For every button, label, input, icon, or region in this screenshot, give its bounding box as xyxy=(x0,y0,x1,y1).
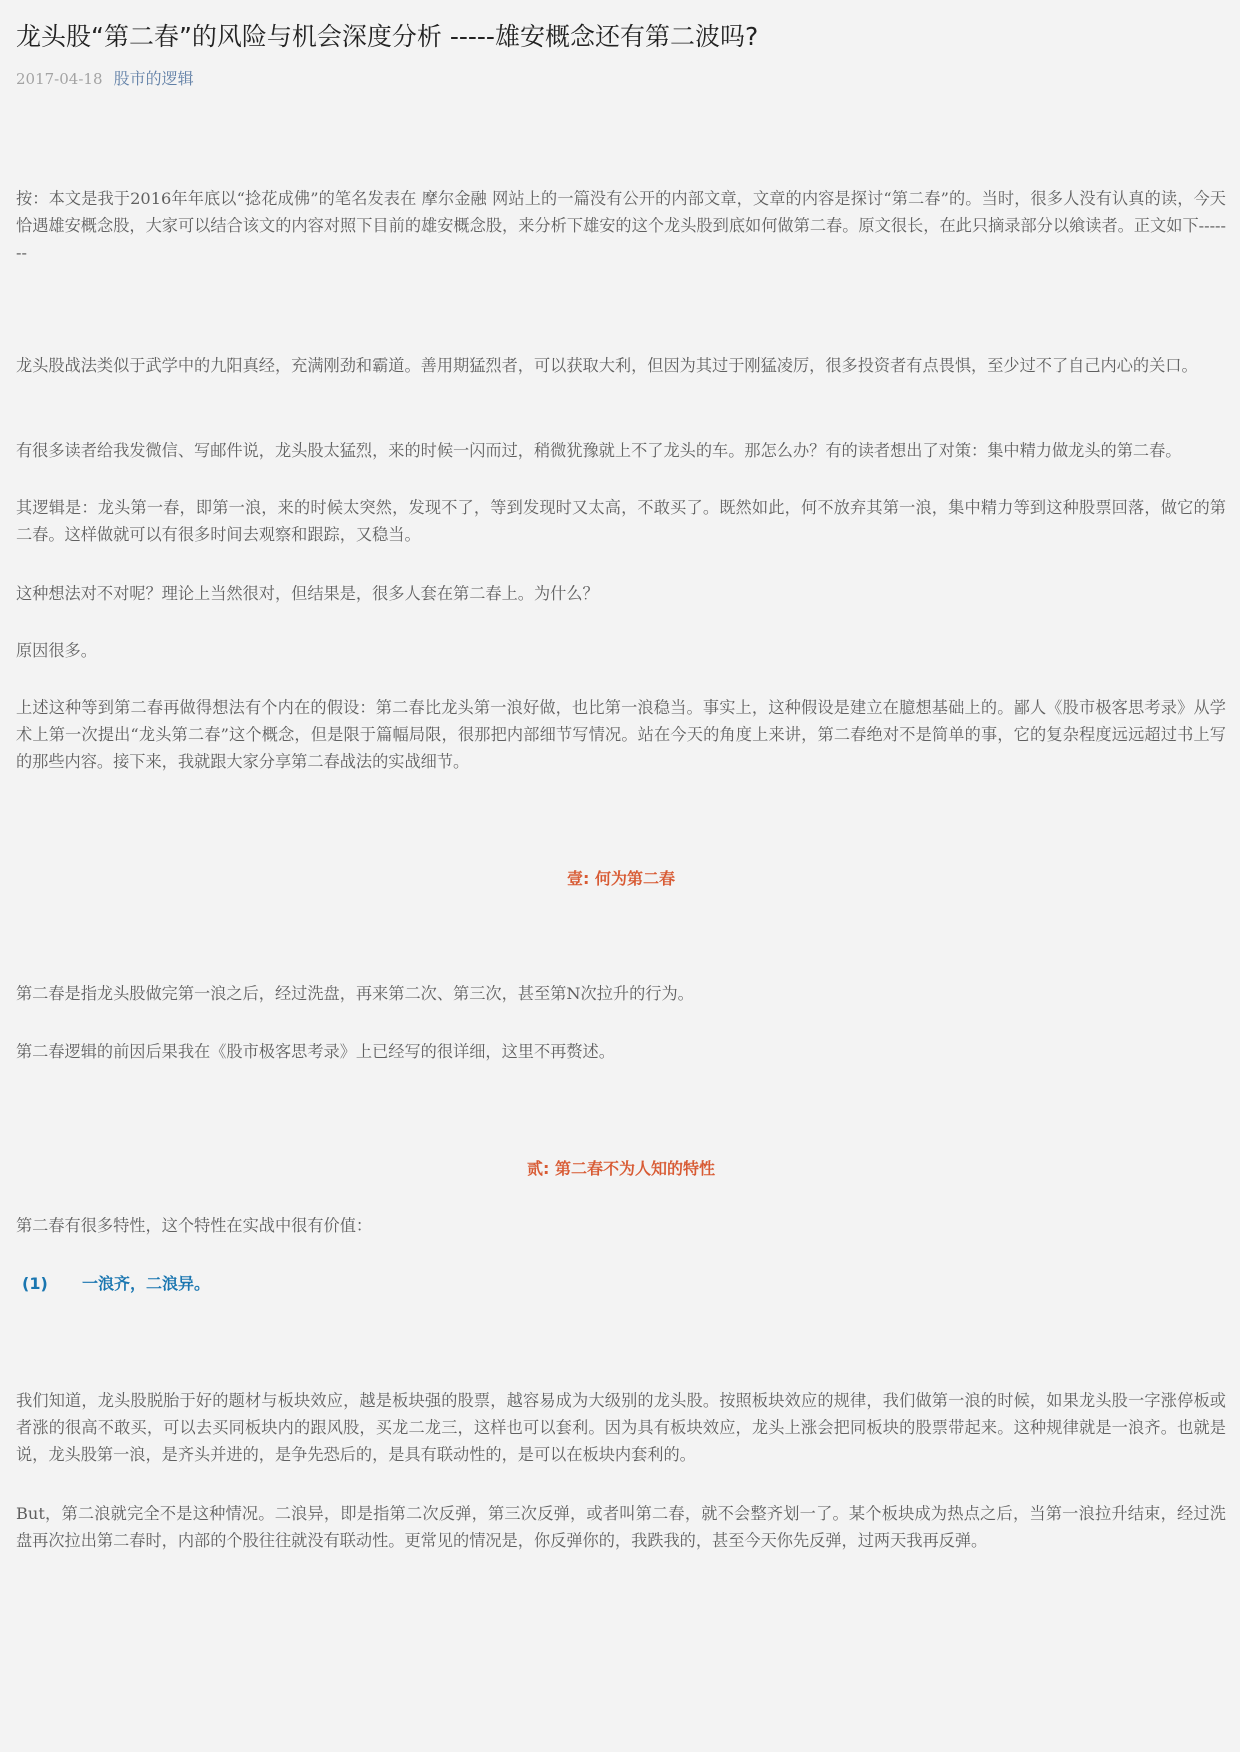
paragraph-8: 第二春逻辑的前因后果我在《股市极客思考录》上已经写的很详细，这里不再赘述。 xyxy=(16,1042,615,1061)
paragraph-6: 上述这种等到第二春再做得想法有个内在的假设：第二春比龙头第一浪好做，也比第一浪稳当。事实上，这种假设是建立在臆想基础上的。鄙人《股市极客思考录》从学术上第一次提出“龙头第二春”这个概念，但是限于篇幅局限，很那把内部细节写情况。站在今天的角度上来讲，第二春绝对不是简单的事，它的复杂程度远远超过书上写的那些内容。接下来，我就跟大家分享第二春战法的实战细节。 xyxy=(16,698,1226,771)
paragraph-7: 第二春是指龙头股做完第一浪之后，经过洗盘，再来第二次、第三次，甚至第N次拉升的行为。 xyxy=(16,984,694,1003)
account-name-link[interactable]: 股市的逻辑 xyxy=(113,69,194,88)
paragraph-11: But，第二浪就完全不是这种情况。二浪异，即是指第二次反弹，第三次反弹，或者叫第二春，就不会整齐划一了。某个板块成为热点之后，当第一浪拉升结束，经过洗盘再次拉出第二春时，内部的个股往往就没有联动性。更常见的情况是，你反弹你的，我跌我的，甚至今天你先反弹，过两天我再反弹。 xyxy=(16,1504,1226,1550)
paragraph-1: 龙头股战法类似于武学中的九阳真经，充满刚劲和霸道。善用期猛烈者，可以获取大利，但因为其过于刚猛凌厉，很多投资者有点畏惧，至少过不了自己内心的关口。 xyxy=(16,356,1198,375)
subpoint-text: 一浪齐，二浪异。 xyxy=(82,1274,211,1293)
article-meta xyxy=(16,66,194,92)
intro-paragraph: 按：本文是我于2016年年底以“捻花成佛”的笔名发表在 摩尔金融 网站上的一篇没有公开的内部文章，文章的内容是探讨“第二春”的。当时，很多人没有认真的读，今天恰遇雄安概念股，大家可以结合该文的内容对照下目前的雄安概念股，来分析下雄安的这个龙头股到底如何做第二春。原文很长，在此只摘录部分以飨读者。正文如下------- xyxy=(16,189,1226,262)
paragraph-3: 其逻辑是：龙头第一春，即第一浪，来的时候太突然，发现不了，等到发现时又太高，不敢买了。既然如此，何不放弃其第一浪，集中精力等到这种股票回落，做它的第二春。这样做就可以有很多时间去观察和跟踪，又稳当。 xyxy=(16,498,1226,544)
paragraph-2: 有很多读者给我发微信、写邮件说，龙头股太猛烈，来的时候一闪而过，稍微犹豫就上不了龙头的车。那怎么办？有的读者想出了对策：集中精力做龙头的第二春。 xyxy=(16,441,1182,460)
publish-date: 2017-04-18 xyxy=(16,70,103,88)
paragraph-10: 我们知道，龙头股脱胎于好的题材与板块效应，越是板块强的股票，越容易成为大级别的龙头股。按照板块效应的规律，我们做第一浪的时候，如果龙头股一字涨停板或者涨的很高不敢买，可以去买同板块内的跟风股，买龙二龙三，这样也可以套利。因为具有板块效应，龙头上涨会把同板块的股票带起来。这种规律就是一浪齐。也就是说，龙头股第一浪，是齐头并进的，是争先恐后的，是具有联动性的，是可以在板块内套利的。 xyxy=(16,1391,1226,1464)
paragraph-4: 这种想法对不对呢？理论上当然很对，但结果是，很多人套在第二春上。为什么？ xyxy=(16,584,599,603)
subpoint-1 xyxy=(22,1270,210,1297)
section-heading-1: 壹: 何为第二春 xyxy=(567,869,675,888)
paragraph-5: 原因很多。 xyxy=(16,641,97,660)
subpoint-number: (1) xyxy=(22,1274,48,1293)
paragraph-9: 第二春有很多特性，这个特性在实战中很有价值： xyxy=(16,1216,373,1235)
section-heading-2: 贰: 第二春不为人知的特性 xyxy=(527,1159,715,1178)
article-title: 龙头股“第二春”的风险与机会深度分析 -----雄安概念还有第二波吗? xyxy=(16,22,759,51)
